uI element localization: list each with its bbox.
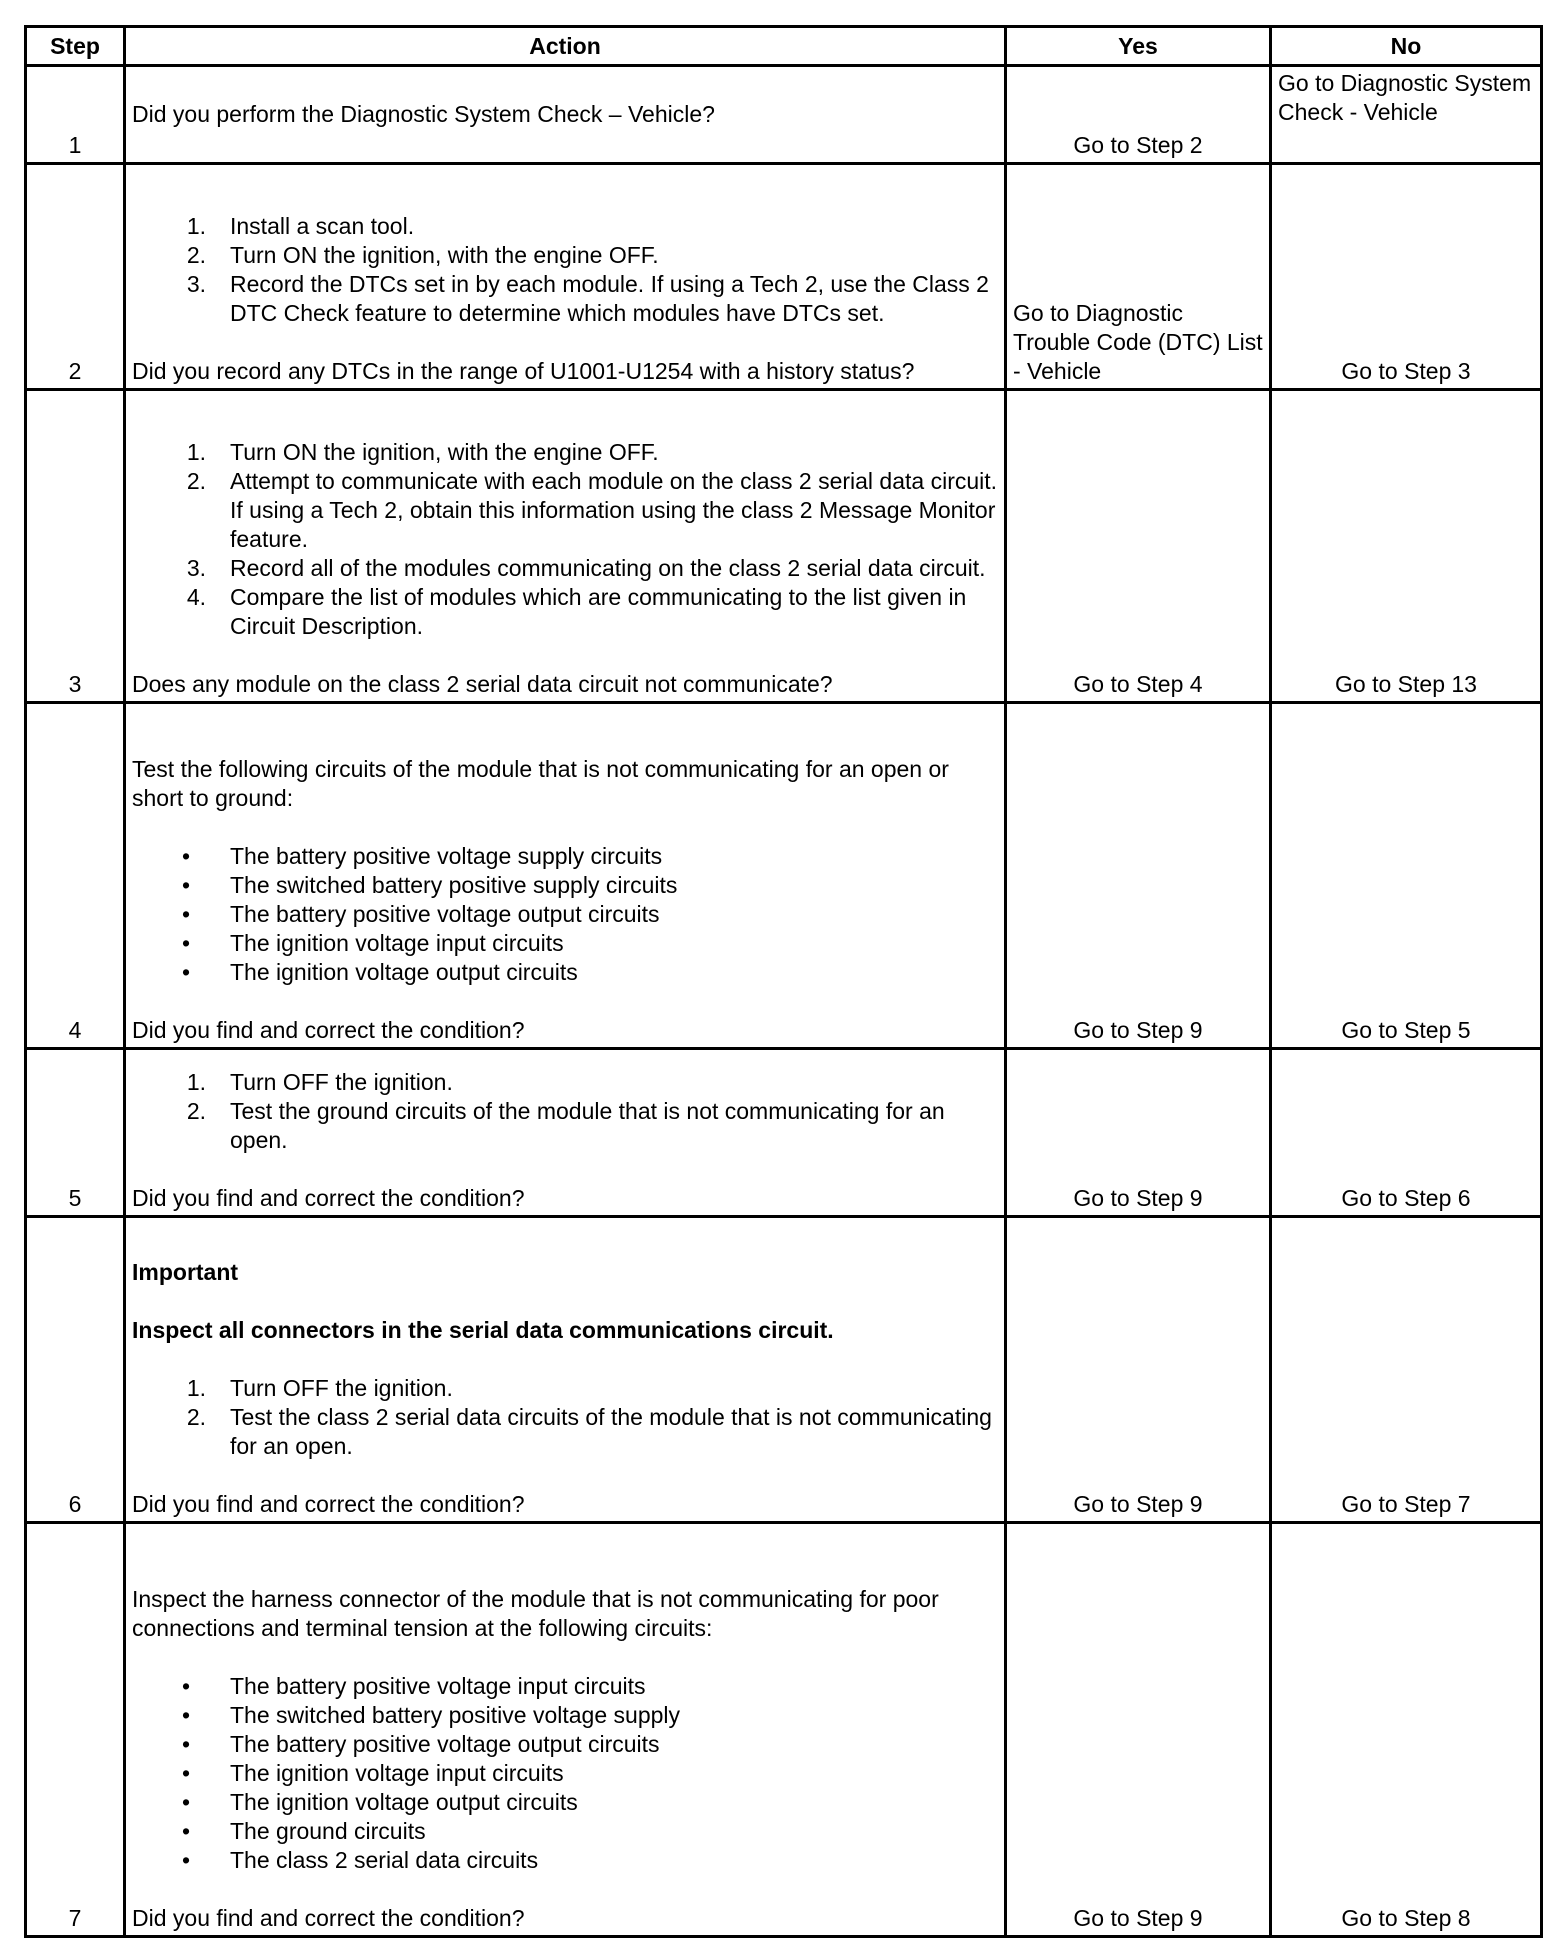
table-row <box>26 1523 1542 1937</box>
no-cell: Go to Step 8 <box>1271 1523 1542 1937</box>
important-label: Important <box>132 1259 239 1285</box>
list-item: • The switched battery positive voltage supply <box>181 1702 681 1728</box>
important-note: Inspect all connectors in the serial data communications circuit. <box>132 1317 834 1343</box>
list-item: 2. Test the ground circuits of the module that is not communicating for an open. <box>186 1098 945 1153</box>
diagnostic-table <box>24 25 1543 1938</box>
action-cell <box>125 1217 1006 1523</box>
question-text: Did you find and correct the condition? <box>132 1491 525 1517</box>
list-item: 1. Turn OFF the ignition. <box>186 1069 453 1095</box>
question-text: Does any module on the class 2 serial data circuit not communicate? <box>132 671 833 697</box>
question-text: Did you find and correct the condition? <box>132 1185 525 1211</box>
list-item: 1. Install a scan tool. <box>186 213 415 239</box>
list-item: • The ignition voltage input circuits <box>181 1760 564 1786</box>
table-row <box>26 1217 1542 1523</box>
list-item: 4. Compare the list of modules which are communicating to the list given in Circuit Description. <box>186 584 967 639</box>
question-text: Did you find and correct the condition? <box>132 1905 525 1931</box>
list-item: • The battery positive voltage output circuits <box>181 901 660 927</box>
list-item: • The ignition voltage output circuits <box>181 959 578 985</box>
yes-cell: Go to Step 4 <box>1006 390 1271 703</box>
intro-text: Inspect the harness connector of the module that is not communicating for poor connections and terminal tension at the following circuits: <box>132 1586 939 1641</box>
step-number: 3 <box>26 390 125 703</box>
step-number: 6 <box>26 1217 125 1523</box>
list-item: • The battery positive voltage supply circuits <box>181 843 663 869</box>
no-cell: Go to Diagnostic System Check - Vehicle <box>1271 66 1542 164</box>
header-no: No <box>1271 27 1542 66</box>
question-text: Did you perform the Diagnostic System Check – Vehicle? <box>132 101 715 127</box>
list-item: • The class 2 serial data circuits <box>181 1847 539 1873</box>
header-yes: Yes <box>1006 27 1271 66</box>
step-number: 1 <box>26 66 125 164</box>
no-cell: Go to Step 6 <box>1271 1049 1542 1217</box>
list-item: • The ground circuits <box>181 1818 426 1844</box>
action-cell <box>125 390 1006 703</box>
header-step: Step <box>26 27 125 66</box>
list-item: 1. Turn OFF the ignition. <box>186 1375 453 1401</box>
action-cell <box>125 164 1006 390</box>
question-text: Did you find and correct the condition? <box>132 1017 525 1043</box>
action-cell <box>125 1523 1006 1937</box>
list-item: • The switched battery positive supply circuits <box>181 872 678 898</box>
no-cell: Go to Step 7 <box>1271 1217 1542 1523</box>
action-cell <box>125 66 1006 164</box>
list-item: 3. Record the DTCs set in by each module. If using a Tech 2, use the Class 2 DTC Check feature to determine which modules have DTCs set. <box>186 271 989 326</box>
header-row <box>26 27 1542 66</box>
list-item: • The ignition voltage output circuits <box>181 1789 578 1815</box>
list-item: 1. Turn ON the ignition, with the engine OFF. <box>186 439 659 465</box>
no-cell: Go to Step 5 <box>1271 703 1542 1049</box>
yes-cell: Go to Step 9 <box>1006 1523 1271 1937</box>
table-row <box>26 703 1542 1049</box>
question-text: Did you record any DTCs in the range of U1001-U1254 with a history status? <box>132 358 915 384</box>
step-number: 2 <box>26 164 125 390</box>
yes-cell: Go to Step 9 <box>1006 1217 1271 1523</box>
no-cell: Go to Step 13 <box>1271 390 1542 703</box>
yes-cell: Go to Diagnostic Trouble Code (DTC) List - Vehicle <box>1006 164 1271 390</box>
list-item: 2. Attempt to communicate with each module on the class 2 serial data circuit. If using a Tech 2, obtain this information using the class 2 Message Monitor feature. <box>186 468 998 552</box>
header-action: Action <box>125 27 1006 66</box>
list-item: • The battery positive voltage input circuits <box>181 1673 646 1699</box>
yes-cell: Go to Step 2 <box>1006 66 1271 164</box>
table-row <box>26 66 1542 164</box>
action-cell <box>125 703 1006 1049</box>
list-item: 2. Test the class 2 serial data circuits of the module that is not communicating for an open. <box>186 1404 992 1459</box>
yes-cell: Go to Step 9 <box>1006 1049 1271 1217</box>
action-cell <box>125 1049 1006 1217</box>
table-row <box>26 164 1542 390</box>
list-item: 2. Turn ON the ignition, with the engine OFF. <box>186 242 659 268</box>
intro-text: Test the following circuits of the module that is not communicating for an open or short to ground: <box>132 756 949 811</box>
list-item: • The ignition voltage input circuits <box>181 930 564 956</box>
list-item: • The battery positive voltage output circuits <box>181 1731 660 1757</box>
step-number: 5 <box>26 1049 125 1217</box>
no-cell: Go to Step 3 <box>1271 164 1542 390</box>
table-row <box>26 1049 1542 1217</box>
table-row <box>26 390 1542 703</box>
yes-cell: Go to Step 9 <box>1006 703 1271 1049</box>
step-number: 7 <box>26 1523 125 1937</box>
list-item: 3. Record all of the modules communicating on the class 2 serial data circuit. <box>186 555 986 581</box>
step-number: 4 <box>26 703 125 1049</box>
